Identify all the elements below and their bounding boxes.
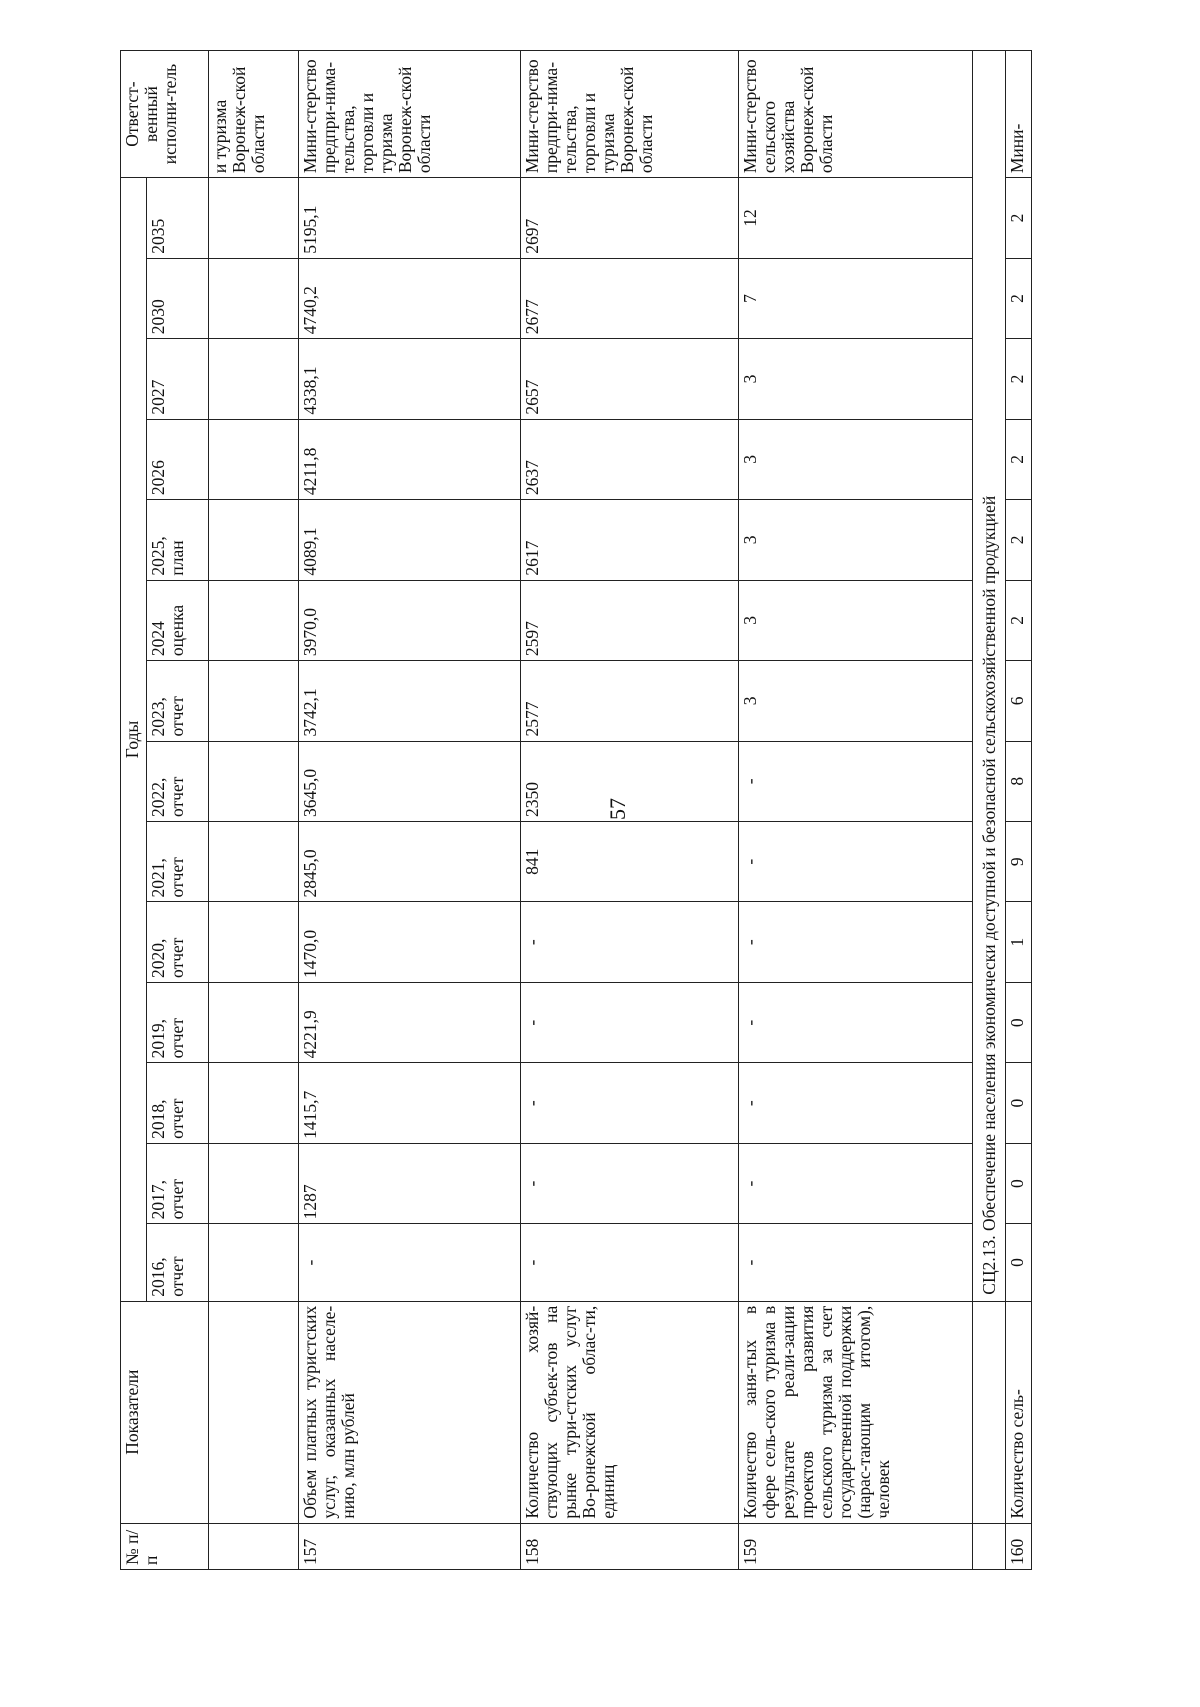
rotated-table-container: [120, 50, 1055, 1570]
value-cell: 4089,1: [299, 500, 521, 580]
value-cell: 0: [1006, 1224, 1032, 1301]
year-col: 2024 оценка: [147, 580, 209, 660]
value-cell: 4211,8: [299, 419, 521, 499]
value-cell: 2: [1006, 580, 1032, 660]
year-col: 2019, отчет: [147, 982, 209, 1062]
value-cell: 3: [739, 419, 973, 499]
value-cell: 2845,0: [299, 822, 521, 902]
value-cell: -: [739, 902, 973, 982]
value-cell: 2: [1006, 419, 1032, 499]
value-cell: 1: [1006, 902, 1032, 982]
table-row: [1006, 51, 1032, 1570]
value-cell: 4740,2: [299, 258, 521, 338]
value-cell: 2677: [521, 258, 739, 338]
value-cell: 3: [739, 580, 973, 660]
value-cell: 2577: [521, 661, 739, 741]
value-cell: 4338,1: [299, 339, 521, 419]
year-col: 2030: [147, 258, 209, 338]
value-cell: -: [299, 1224, 521, 1301]
cell: [209, 1523, 299, 1569]
indicator-cell: Объем платных туристских услуг, оказанных населе-нию, млн рублей: [299, 1301, 521, 1523]
value-cell: -: [521, 1224, 739, 1301]
indicators-table: [120, 50, 1032, 1570]
value-cell: 841: [521, 822, 739, 902]
responsible-cell: Мини-: [1006, 51, 1032, 178]
value-cell: -: [521, 902, 739, 982]
value-cell: 1287: [299, 1143, 521, 1223]
responsible-cell: и туризма Воронеж-ской области: [209, 51, 299, 178]
row-num: 160: [1006, 1523, 1032, 1569]
row-num: 157: [299, 1523, 521, 1569]
value-cell: 6: [1006, 661, 1032, 741]
value-cell: 2697: [521, 178, 739, 259]
indicator-cell: Количество заня-тых в сфере сель-ского туризма в результате реали-зации проектов развития сельского туризма за счет государственной поддержки (нарас-тающим итогом), человек: [739, 1301, 973, 1523]
value-cell: 0: [1006, 1063, 1032, 1143]
year-col: 2016, отчет: [147, 1224, 209, 1301]
year-col: 2023, отчет: [147, 661, 209, 741]
year-col: 2017, отчет: [147, 1143, 209, 1223]
value-cell: 5195,1: [299, 178, 521, 259]
year-col: 2018, отчет: [147, 1063, 209, 1143]
table-row: [299, 51, 521, 1570]
value-cell: -: [739, 822, 973, 902]
value-cell: 2657: [521, 339, 739, 419]
responsible-cell: Мини-стерство предпри-нима-тельства, торговли и туризма Воронеж-ской области: [299, 51, 521, 178]
year-col: 2021, отчет: [147, 822, 209, 902]
value-cell: 9: [1006, 822, 1032, 902]
cell: [973, 1523, 1006, 1569]
year-col: 2027: [147, 339, 209, 419]
cell: [973, 1301, 1006, 1523]
value-cell: 2350: [521, 741, 739, 821]
value-cell: -: [739, 1224, 973, 1301]
value-cell: -: [739, 1063, 973, 1143]
indicator-cell: Количество хозяй-ствующих субъек-тов на рынке тури-стских услуг Во-ронежской облас-ти, единиц: [521, 1301, 739, 1523]
header-responsible: Ответст-венный исполни-тель: [121, 51, 209, 178]
section-title: СЦ2.13. Обеспечение населения экономически доступной и безопасной сельскохозяйственной продукцией: [973, 51, 1006, 1302]
value-cell: 2: [1006, 178, 1032, 259]
value-cell: 1470,0: [299, 902, 521, 982]
value-cell: 3742,1: [299, 661, 521, 741]
value-cell: -: [521, 1143, 739, 1223]
page-number: 57: [605, 798, 630, 820]
value-cell: -: [739, 982, 973, 1062]
year-col: 2026: [147, 419, 209, 499]
value-cell: 2617: [521, 500, 739, 580]
value-cell: 0: [1006, 1143, 1032, 1223]
responsible-cell: Мини-стерство предпри-нима-тельства, торговли и туризма Воронеж-ской области: [521, 51, 739, 178]
value-cell: 3: [739, 339, 973, 419]
cell: [209, 1301, 299, 1523]
value-cell: 3970,0: [299, 580, 521, 660]
value-cell: 0: [1006, 982, 1032, 1062]
value-cell: 8: [1006, 741, 1032, 821]
responsible-cell: Мини-стерство сельского хозяйства Воронеж-ской области: [739, 51, 973, 178]
value-cell: -: [521, 1063, 739, 1143]
value-cell: 4221,9: [299, 982, 521, 1062]
year-col: 2035: [147, 178, 209, 259]
value-cell: 3645,0: [299, 741, 521, 821]
header-num: № п/п: [121, 1523, 209, 1569]
value-cell: 1415,7: [299, 1063, 521, 1143]
indicator-cell: Количество сель-: [1006, 1301, 1032, 1523]
value-cell: 2: [1006, 500, 1032, 580]
value-cell: 3: [739, 500, 973, 580]
value-cell: -: [739, 1143, 973, 1223]
year-col: 2022, отчет: [147, 741, 209, 821]
value-cell: 2637: [521, 419, 739, 499]
year-col: 2025, план: [147, 500, 209, 580]
value-cell: 3: [739, 661, 973, 741]
value-cell: -: [739, 741, 973, 821]
value-cell: 12: [739, 178, 973, 259]
year-col: 2020, отчет: [147, 902, 209, 982]
header-years: Годы: [121, 178, 147, 1302]
carryover-row: [209, 51, 299, 1570]
row-num: 158: [521, 1523, 739, 1569]
value-cell: 2597: [521, 580, 739, 660]
value-cell: 7: [739, 258, 973, 338]
table-row: [739, 51, 973, 1570]
value-cell: 2: [1006, 258, 1032, 338]
value-cell: -: [521, 982, 739, 1062]
table-row: [521, 51, 739, 1570]
section-row: [973, 51, 1006, 1570]
value-cell: 2: [1006, 339, 1032, 419]
header-indicators: Показатели: [121, 1301, 209, 1523]
row-num: 159: [739, 1523, 973, 1569]
